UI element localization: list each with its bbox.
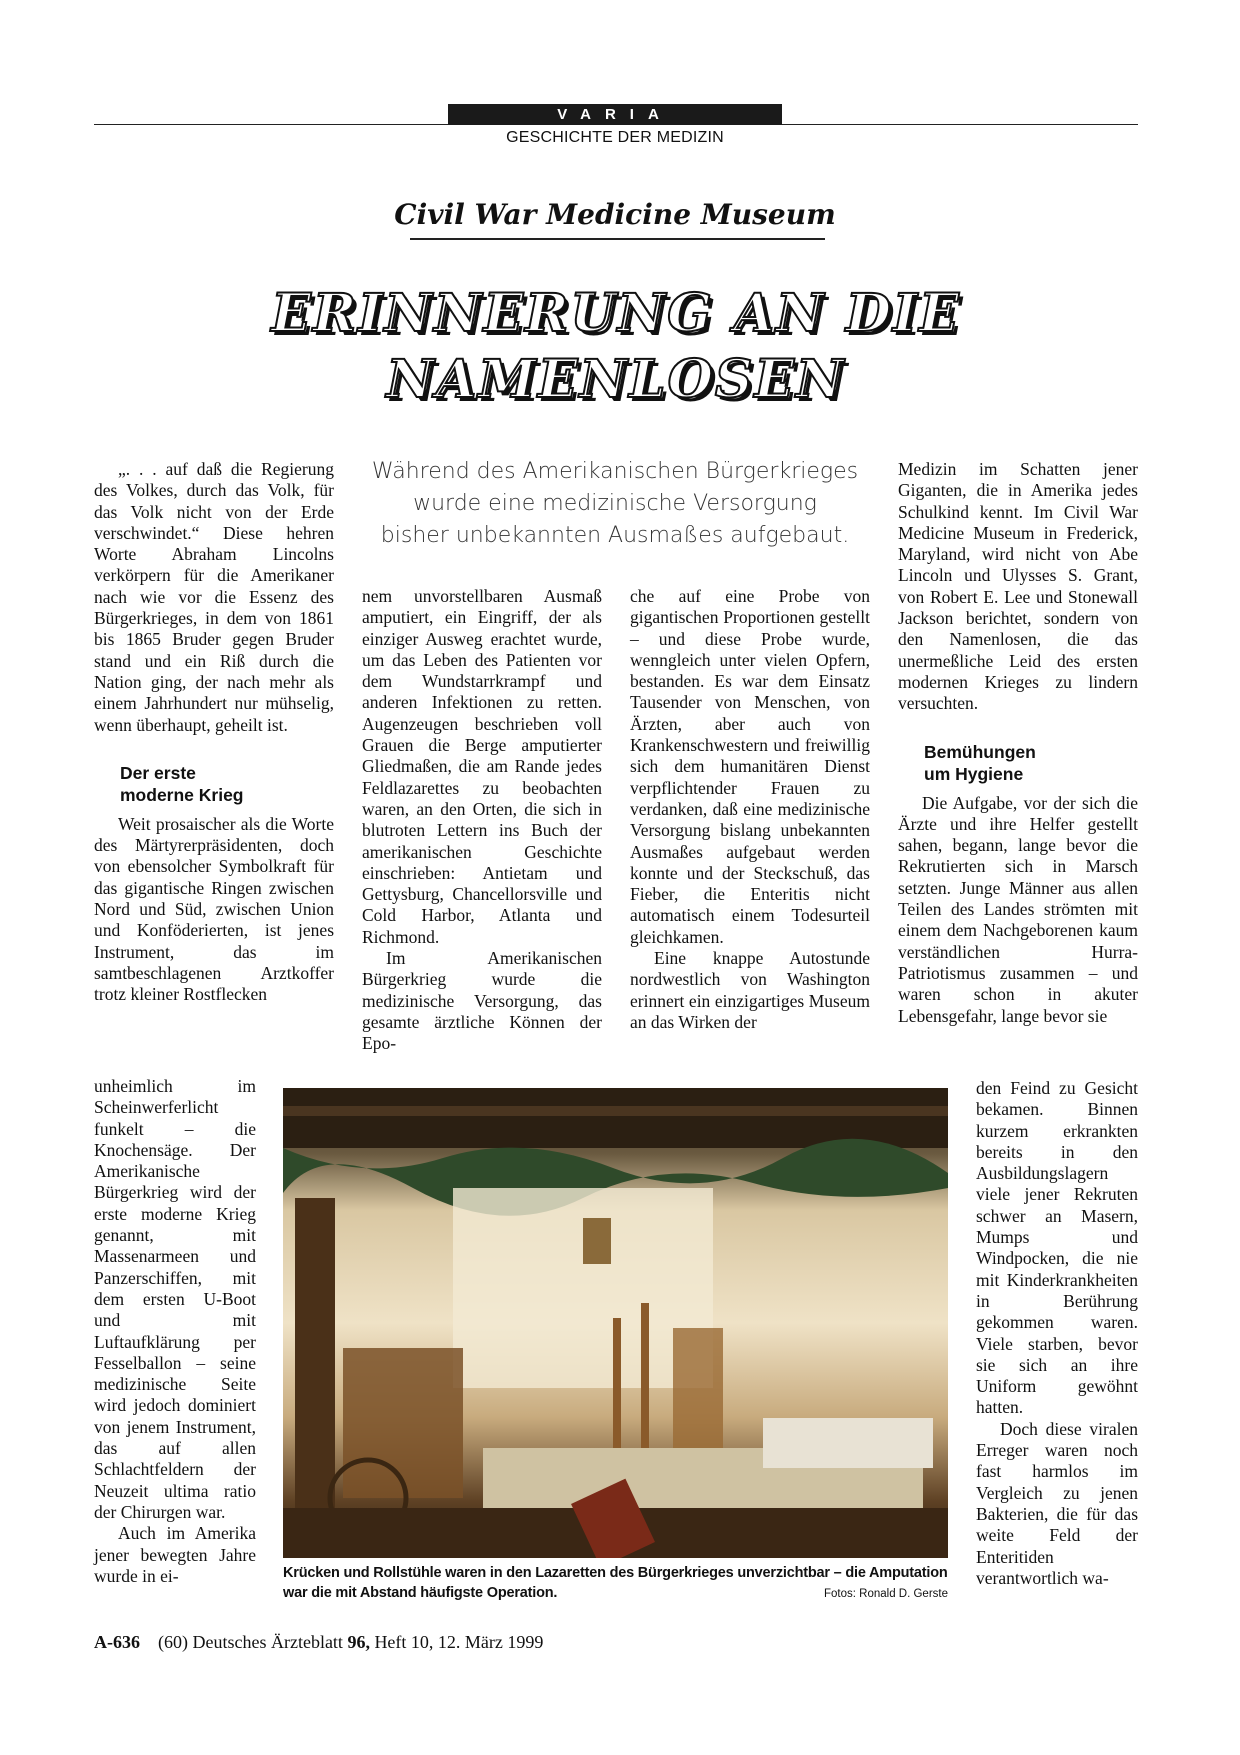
page-footer <box>94 1632 794 1653</box>
footer-pub: (60) Deutsches Ärzteblatt <box>158 1632 348 1652</box>
paragraph: Im Amerikanischen Bürgerkrieg wurde die medizinische Versorgung, das gesamte ärztliche Können der Epo- <box>362 948 602 1054</box>
column-4-narrow <box>976 1078 1138 1589</box>
paragraph: den Feind zu Gesicht bekamen. Binnen kurzem erkrankten bereits in den Ausbildungslagern viele jener Rekruten schwer an Masern, Mumps und Windpocken, die nie mit Kinderkrankheiten in Berührung gekommen waren. Viele starben, bevor sie sich an ihre Uniform gewöhnt hatten. <box>976 1078 1138 1418</box>
subheading-hygiene <box>924 741 1138 785</box>
column-3 <box>630 586 870 1033</box>
section-subtitle: GESCHICHTE DER MEDIZIN <box>506 129 724 146</box>
column-1-narrow <box>94 1076 256 1587</box>
intro-paragraph: „. . . auf daß die Regierung des Volkes, durch das Volk, für das Volk nicht von der Erde verschwindet.“ Diese hehren Worte Abraham Lincolns verkörpern für die Amerikaner nach wie vor die Essenz des Bürgerkrieges, in dem von 1861 bis 1865 Bruder gegen Bruder stand und ein Riß durch die Nation ging, der nach mehr als einem Jahrhundert nur mühselig, wenn überhaupt, geheilt ist. <box>94 459 334 735</box>
museum-photo-illustration <box>283 1088 948 1558</box>
subheading-erste-krieg <box>120 762 334 806</box>
subheading-line: Bemühungen <box>924 741 1036 762</box>
paragraph: Auch im Amerika jener bewegten Jahre wurde in ei- <box>94 1523 256 1586</box>
kicker: Civil War Medicine Museum <box>394 198 836 231</box>
footer-volume: 96, <box>347 1632 370 1652</box>
photo-caption: Krücken und Rollstühle waren in den Lazaretten des Bürgerkrieges unverzichtbar – die Amputation war die mit Abstand häufigste Operation. <box>283 1565 948 1601</box>
paragraph: unheimlich im Scheinwerferlicht funkelt – die Knochensäge. Der Amerikanische Bürgerkrieg wird der erste moderne Krieg genannt, mit Massenarmeen und Panzerschiffen, mit dem ersten U-Boot und mit Luftaufklärung per Fesselballon – seine medizinische Seite wird jedoch dominiert von jenem Instrument, das auf allen Schlachtfeldern der Neuzeit ultima ratio der Chirurgen war. <box>94 1076 256 1522</box>
column-4 <box>898 459 1138 1027</box>
lead-line-3: bisher unbekannten Ausmaßes aufgebaut. <box>380 523 850 548</box>
lead-line-1: Während des Amerikanischen Bürgerkrieges <box>371 459 859 484</box>
paragraph: Eine knappe Autostunde nordwestlich von Washington erinnert ein einzigartiges Museum an das Wirken der <box>630 948 870 1032</box>
paragraph: Doch diese viralen Erreger waren noch fast harmlos im Vergleich zu jenen Bakterien, die für das weite Feld der Enteritiden verantwortlich wa- <box>976 1418 1138 1588</box>
kicker-underline <box>410 238 825 240</box>
subheading-line: Der erste <box>120 762 196 783</box>
photo-credit: Fotos: Ronald D. Gerste <box>824 1588 948 1600</box>
column-2 <box>362 586 602 1055</box>
paragraph: Die Aufgabe, vor der sich die Ärzte und ihre Helfer gestellt sahen, begann, lange bevor die Rekrutierten sich in Marsch setzten. Junge Männer aus allen Teilen des Landes strömten mit einem dem Nachgeborenen kaum verständlichen Hurra-Patriotismus zusammen – und waren schon in akuter Lebensgefahr, lange bevor sie <box>898 792 1138 1026</box>
paragraph: Weit prosaischer als die Worte des Märtyrerpräsidenten, doch von ebensolcher Symbolkraft für das gigantische Ringen zwischen Nord und Süd, zwischen Union und Konföderierten, ist jenes Instrument, das im samtbeschlagenen Arztkoffer trotz kleiner Rostflecken <box>94 813 334 1005</box>
subheading-line: um Hygiene <box>924 763 1024 784</box>
lead-line-2: wurde eine medizinische Versorgung <box>413 491 817 516</box>
headline-line-1: ERINNERUNG AN DIE <box>271 283 961 344</box>
lead-text <box>350 456 880 552</box>
paragraph: Medizin im Schatten jener Giganten, die in Amerika jedes Schulkind kennt. Im Civil War Medicine Museum in Frederick, Maryland, wird nicht von Abe Lincoln und Ulysses S. Grant, von Robert E. Lee und Stonewall Jackson berichtet, sondern von den Namenlosen, die das unermeßliche Leid des ersten modernen Krieges zu lindern versuchten. <box>898 459 1138 714</box>
footer-issue: Heft 10, 12. März 1999 <box>369 1632 544 1652</box>
paragraph: che auf eine Probe von gigantischen Proportionen gestellt – und diese Probe wurde, wenngleich unter vielen Opfern, bestanden. Es war dem Einsatz Tausender von Menschen, von Ärzten, aber auch von Krankenschwestern und freiwillig sich dem humanitären Dienst verpflichtender Frauen zu verdanken, daß eine medizinische Versorgung bislang unbekannten Ausmaßes aufgebaut werden konnte und der Steckschuß, das Fieber, die Enteritis nicht automatisch einem Todesurteil gleichkamen. <box>630 586 870 947</box>
headline-line-2: NAMENLOSEN <box>386 349 846 410</box>
subheading-line: moderne Krieg <box>120 784 244 805</box>
museum-photo <box>283 1088 948 1558</box>
page-number: A-636 <box>94 1632 140 1652</box>
paragraph: nem unvorstellbaren Ausmaß amputiert, ein Eingriff, der als einziger Ausweg erachtet wurde, um das Leben des Patienten vor dem Wundstarrkrampf und anderen Infektionen zu retten. Augenzeugen beschrieben voll Grauen die Berge amputierter Gliedmaßen, die am Rande jedes Feldlazarettes zu beobachten waren, an den Orten, die sich in blutroten Lettern ins Buch der amerikanischen Geschichte einschrieben: Antietam und Gettysburg, Chancellorsville und Cold Harbor, Atlanta und Richmond. <box>362 586 602 947</box>
column-1 <box>94 459 334 1006</box>
section-bar: VARIA <box>448 104 782 125</box>
